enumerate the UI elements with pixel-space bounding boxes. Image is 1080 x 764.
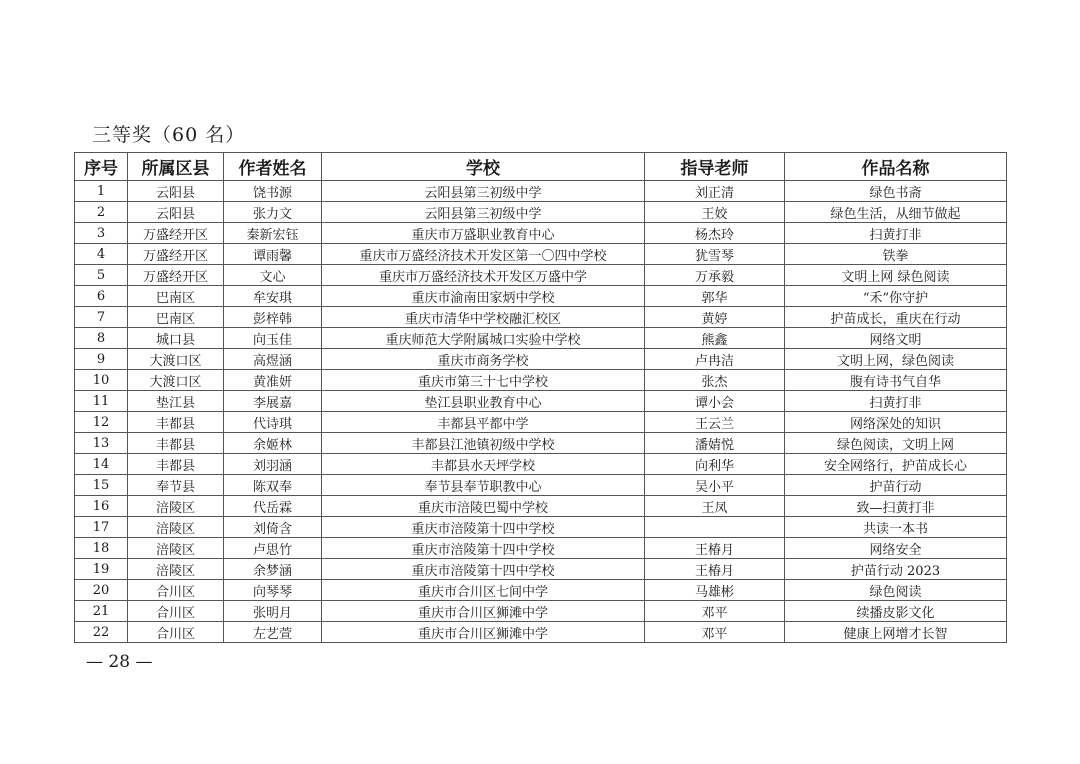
cell-school: 重庆市涪陵第十四中学校 <box>322 517 645 538</box>
cell-author: 左艺萱 <box>224 622 322 643</box>
page-number: — 28 — <box>86 652 153 672</box>
cell-work: 文明上网，绿色阅读 <box>785 349 1007 370</box>
cell-teacher: 熊鑫 <box>645 328 785 349</box>
table-row <box>75 286 1007 307</box>
cell-school: 丰都县水天坪学校 <box>322 454 645 475</box>
cell-teacher: 万承毅 <box>645 265 785 286</box>
cell-work: 护苗行动 2023 <box>785 559 1007 580</box>
table-row <box>75 517 1007 538</box>
table-row <box>75 412 1007 433</box>
cell-author: 文心 <box>224 265 322 286</box>
cell-index: 17 <box>75 517 128 538</box>
cell-index: 11 <box>75 391 128 412</box>
cell-teacher: 刘正清 <box>645 181 785 202</box>
cell-district: 合川区 <box>128 622 224 643</box>
cell-school: 重庆市第三十七中学校 <box>322 370 645 391</box>
cell-district: 涪陵区 <box>128 496 224 517</box>
cell-index: 1 <box>75 181 128 202</box>
cell-author: 向玉佳 <box>224 328 322 349</box>
cell-school: 重庆市商务学校 <box>322 349 645 370</box>
cell-teacher: 黄婷 <box>645 307 785 328</box>
cell-index: 20 <box>75 580 128 601</box>
cell-work: 铁拳 <box>785 244 1007 265</box>
cell-district: 涪陵区 <box>128 559 224 580</box>
cell-district: 云阳县 <box>128 181 224 202</box>
table-row <box>75 454 1007 475</box>
cell-author: 向琴琴 <box>224 580 322 601</box>
cell-teacher: 王凤 <box>645 496 785 517</box>
table-row <box>75 370 1007 391</box>
cell-index: 12 <box>75 412 128 433</box>
cell-district: 万盛经开区 <box>128 223 224 244</box>
cell-work: 安全网络行，护苗成长心 <box>785 454 1007 475</box>
cell-district: 丰都县 <box>128 433 224 454</box>
cell-district: 云阳县 <box>128 202 224 223</box>
cell-author: 刘倚含 <box>224 517 322 538</box>
cell-school: 重庆市涪陵巴蜀中学校 <box>322 496 645 517</box>
cell-author: 秦新宏钰 <box>224 223 322 244</box>
cell-district: 涪陵区 <box>128 517 224 538</box>
cell-work: 网络深处的知识 <box>785 412 1007 433</box>
cell-index: 18 <box>75 538 128 559</box>
cell-teacher: 王椿月 <box>645 559 785 580</box>
cell-work: 扫黄打非 <box>785 223 1007 244</box>
cell-author: 谭雨馨 <box>224 244 322 265</box>
cell-work: 护苗行动 <box>785 475 1007 496</box>
cell-index: 22 <box>75 622 128 643</box>
cell-index: 9 <box>75 349 128 370</box>
table-row <box>75 223 1007 244</box>
header-district: 所属区县 <box>128 153 224 181</box>
cell-teacher: 杨杰玲 <box>645 223 785 244</box>
cell-author: 余姬林 <box>224 433 322 454</box>
cell-work: 续播皮影文化 <box>785 601 1007 622</box>
cell-index: 6 <box>75 286 128 307</box>
cell-district: 大渡口区 <box>128 349 224 370</box>
cell-school: 重庆市合川区狮滩中学 <box>322 622 645 643</box>
cell-school: 重庆市合川区七间中学 <box>322 580 645 601</box>
cell-index: 3 <box>75 223 128 244</box>
cell-index: 7 <box>75 307 128 328</box>
cell-teacher: 邓平 <box>645 601 785 622</box>
cell-district: 丰都县 <box>128 412 224 433</box>
table-row <box>75 202 1007 223</box>
cell-index: 21 <box>75 601 128 622</box>
cell-index: 4 <box>75 244 128 265</box>
table-row <box>75 244 1007 265</box>
cell-teacher: 王云兰 <box>645 412 785 433</box>
cell-teacher: 潘婧悦 <box>645 433 785 454</box>
cell-work: 护苗成长，重庆在行动 <box>785 307 1007 328</box>
cell-author: 代诗琪 <box>224 412 322 433</box>
cell-work: 网络文明 <box>785 328 1007 349</box>
cell-teacher: 王姣 <box>645 202 785 223</box>
cell-author: 代岳霖 <box>224 496 322 517</box>
cell-index: 10 <box>75 370 128 391</box>
header-work: 作品名称 <box>785 153 1007 181</box>
header-school: 学校 <box>322 153 645 181</box>
cell-district: 巴南区 <box>128 307 224 328</box>
cell-school: 云阳县第三初级中学 <box>322 181 645 202</box>
cell-teacher: 谭小会 <box>645 391 785 412</box>
cell-index: 5 <box>75 265 128 286</box>
table-row <box>75 433 1007 454</box>
cell-work: 文明上网 绿色阅读 <box>785 265 1007 286</box>
cell-work: 绿色书斋 <box>785 181 1007 202</box>
table-row <box>75 328 1007 349</box>
cell-index: 2 <box>75 202 128 223</box>
table-row <box>75 181 1007 202</box>
header-index: 序号 <box>75 153 128 181</box>
cell-author: 张明月 <box>224 601 322 622</box>
cell-teacher: 邓平 <box>645 622 785 643</box>
cell-district: 城口县 <box>128 328 224 349</box>
cell-index: 8 <box>75 328 128 349</box>
awards-table <box>74 152 1007 643</box>
cell-author: 张力文 <box>224 202 322 223</box>
cell-district: 大渡口区 <box>128 370 224 391</box>
cell-district: 合川区 <box>128 580 224 601</box>
table-body <box>75 181 1007 643</box>
cell-author: 卢思竹 <box>224 538 322 559</box>
cell-school: 重庆市合川区狮滩中学 <box>322 601 645 622</box>
table-row <box>75 559 1007 580</box>
cell-district: 万盛经开区 <box>128 244 224 265</box>
cell-author: 饶书源 <box>224 181 322 202</box>
cell-school: 重庆市万盛职业教育中心 <box>322 223 645 244</box>
cell-work: 网络安全 <box>785 538 1007 559</box>
cell-index: 19 <box>75 559 128 580</box>
header-author: 作者姓名 <box>224 153 322 181</box>
cell-work: 健康上网增才长智 <box>785 622 1007 643</box>
cell-index: 16 <box>75 496 128 517</box>
cell-teacher: 卢冉洁 <box>645 349 785 370</box>
cell-school: 重庆市渝南田家炳中学校 <box>322 286 645 307</box>
cell-author: 牟安琪 <box>224 286 322 307</box>
cell-school: 垫江县职业教育中心 <box>322 391 645 412</box>
cell-teacher: 郭华 <box>645 286 785 307</box>
cell-teacher: 向利华 <box>645 454 785 475</box>
table-row <box>75 349 1007 370</box>
table-row <box>75 265 1007 286</box>
cell-district: 涪陵区 <box>128 538 224 559</box>
table-row <box>75 391 1007 412</box>
cell-teacher: 张杰 <box>645 370 785 391</box>
cell-district: 丰都县 <box>128 454 224 475</box>
cell-school: 重庆师范大学附属城口实验中学校 <box>322 328 645 349</box>
cell-work: 共读一本书 <box>785 517 1007 538</box>
cell-author: 刘羽涵 <box>224 454 322 475</box>
cell-author: 黄准妍 <box>224 370 322 391</box>
table-row <box>75 475 1007 496</box>
cell-school: 丰都县江池镇初级中学校 <box>322 433 645 454</box>
cell-school: 重庆市万盛经济技术开发区万盛中学 <box>322 265 645 286</box>
cell-teacher: 犹雪琴 <box>645 244 785 265</box>
cell-work: 绿色生活，从细节做起 <box>785 202 1007 223</box>
cell-author: 彭梓韩 <box>224 307 322 328</box>
table-row <box>75 538 1007 559</box>
table-row <box>75 307 1007 328</box>
cell-school: 重庆市万盛经济技术开发区第一〇四中学校 <box>322 244 645 265</box>
cell-school: 重庆市涪陵第十四中学校 <box>322 538 645 559</box>
cell-district: 合川区 <box>128 601 224 622</box>
cell-index: 15 <box>75 475 128 496</box>
table-row <box>75 601 1007 622</box>
cell-teacher: 马雄彬 <box>645 580 785 601</box>
cell-index: 13 <box>75 433 128 454</box>
cell-district: 垫江县 <box>128 391 224 412</box>
cell-school: 重庆市涪陵第十四中学校 <box>322 559 645 580</box>
cell-district: 奉节县 <box>128 475 224 496</box>
cell-author: 陈双奉 <box>224 475 322 496</box>
cell-work: 绿色阅读 <box>785 580 1007 601</box>
cell-work: 绿色阅读，文明上网 <box>785 433 1007 454</box>
table-row <box>75 496 1007 517</box>
cell-school: 重庆市清华中学校融汇校区 <box>322 307 645 328</box>
cell-work: 致—扫黄打非 <box>785 496 1007 517</box>
cell-school: 奉节县奉节职教中心 <box>322 475 645 496</box>
cell-teacher <box>645 517 785 538</box>
cell-author: 高煜涵 <box>224 349 322 370</box>
cell-author: 余梦涵 <box>224 559 322 580</box>
cell-school: 云阳县第三初级中学 <box>322 202 645 223</box>
table-row <box>75 580 1007 601</box>
header-teacher: 指导老师 <box>645 153 785 181</box>
cell-teacher: 吴小平 <box>645 475 785 496</box>
cell-work: 腹有诗书气自华 <box>785 370 1007 391</box>
cell-author: 李展嘉 <box>224 391 322 412</box>
cell-district: 巴南区 <box>128 286 224 307</box>
cell-work: 扫黄打非 <box>785 391 1007 412</box>
cell-school: 丰都县平都中学 <box>322 412 645 433</box>
cell-index: 14 <box>75 454 128 475</box>
cell-teacher: 王椿月 <box>645 538 785 559</box>
cell-work: “禾”你守护 <box>785 286 1007 307</box>
table-row <box>75 622 1007 643</box>
table-header-row <box>75 153 1007 181</box>
cell-district: 万盛经开区 <box>128 265 224 286</box>
section-title: 三等奖（60 名） <box>92 124 246 146</box>
